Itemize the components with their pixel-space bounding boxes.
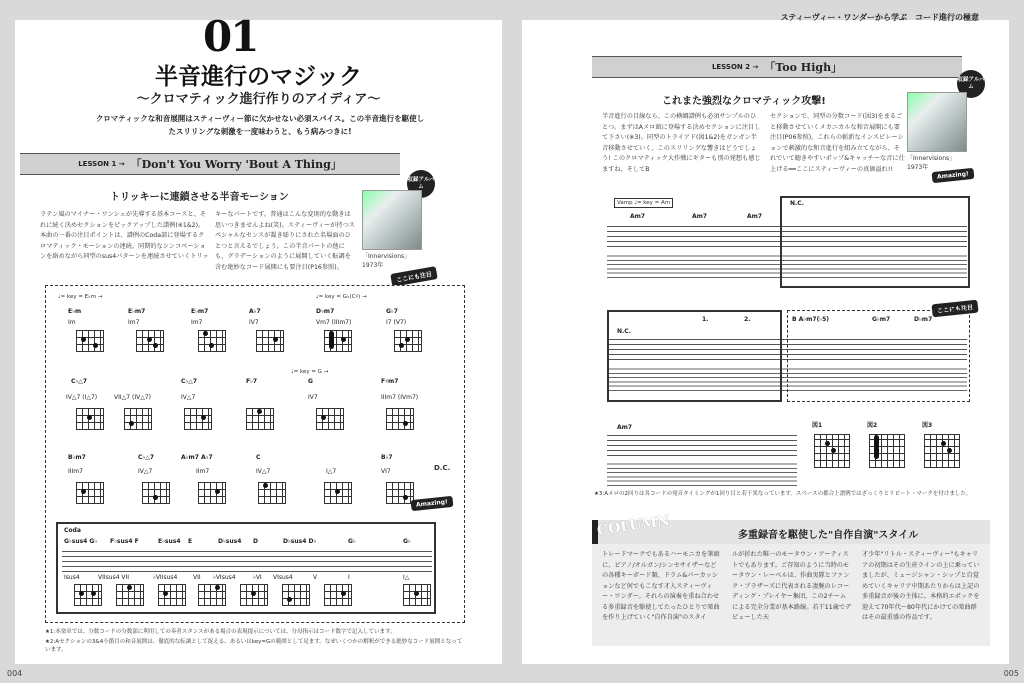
- roman-numeral: I7 (V7): [386, 319, 407, 326]
- roman-numeral: IIIm7: [68, 468, 83, 475]
- chord-diagram: [184, 408, 212, 430]
- body-text-1: 半音進行の目線なら、この横綱譜例も必須サンプルのひとつ。まずはAメロ頭に登場する決めセクションに注目して下さい(※3)。同型のトライアド(図1&2)をガンガン半音移動させていく、このスリリングな響きはどうでしょう! このクロマティック大作戦にギターも別の発想も感じますね、そしてB: [602, 113, 761, 173]
- chord: N.C.: [617, 328, 631, 335]
- right-page: [522, 13, 1019, 678]
- chord: E♭sus4: [158, 538, 181, 545]
- body-text-2: セクションで、同型の分数コード(図3)をまるごと移動させていくメカニカルな和音展開にも要注目(P06参照)。これらの斬新なインスピレーションで刺激的な和音進行を組み立てながら、それでいて聴きやすいポップ&キャッチーな音に仕上げる━━ここにスティーヴィーの真価溢れ!!: [770, 113, 905, 173]
- chord-diagram: [74, 584, 102, 606]
- chord: Am7: [692, 213, 708, 220]
- chord: D: [253, 538, 258, 545]
- chord-diagram: [246, 408, 274, 430]
- chord: C: [256, 454, 261, 461]
- chord: 1.: [702, 316, 709, 323]
- staff: [62, 550, 432, 572]
- chord-diagram: [240, 584, 268, 606]
- chord-diagram: [142, 482, 170, 504]
- page-title: 半音進行のマジック: [155, 64, 362, 90]
- chord-diagram: [76, 482, 104, 504]
- lesson-bar: [592, 56, 962, 78]
- chord: D♭m7: [316, 308, 335, 315]
- fret-diagram-2: [869, 434, 905, 468]
- highlight-box: [787, 310, 970, 402]
- running-head: スティーヴィー・ワンダーから学ぶ コード進行の極意: [780, 13, 979, 22]
- roman-numeral: VIsus4: [273, 574, 293, 581]
- chord: D♭sus4: [218, 538, 242, 545]
- chord: G♭: [348, 538, 356, 545]
- key-marking-3: ♩= key = G →: [291, 369, 329, 375]
- column-title: 多重録音を駆使した"自作自演"スタイル: [738, 530, 919, 541]
- roman-numeral: IV△7: [256, 468, 271, 475]
- chord-diagram: [324, 330, 352, 352]
- chord: C♭△7: [181, 378, 198, 385]
- tab-staff: [607, 460, 797, 486]
- chord: F♭sus4 F: [110, 538, 139, 545]
- chord: G: [308, 378, 313, 385]
- roman-numeral: I△: [403, 574, 410, 581]
- chord-diagram: [394, 330, 422, 352]
- chord-diagram: [158, 584, 186, 606]
- roman-numeral: IIm7: [196, 468, 210, 475]
- chord-diagram: [256, 330, 284, 352]
- chord: G♭: [403, 538, 411, 545]
- chord-diagram: [324, 584, 352, 606]
- column-label: COLUMN: [596, 513, 671, 539]
- chord-diagram: [76, 408, 104, 430]
- chord: A♭m7 A♭7: [181, 454, 213, 461]
- tag-here: ここにも注目: [390, 266, 438, 287]
- fret-diagram-3: [924, 434, 960, 468]
- chord: F♯m7: [381, 378, 399, 385]
- chord: B♭m7: [68, 454, 86, 461]
- lesson-label: LESSON 1 →: [78, 160, 125, 168]
- roman-numeral: ♭VIsus4: [213, 574, 236, 581]
- repeat-box: [607, 310, 782, 402]
- chord-diagram: [198, 330, 226, 352]
- roman-numeral: Isus4: [64, 574, 80, 581]
- chord-diagram: [76, 330, 104, 352]
- roman-numeral: Im: [68, 319, 76, 326]
- album-badge: 収録アルバム: [407, 170, 435, 198]
- lesson-bar: [20, 153, 400, 175]
- key-marking-1: ♩= key = E♭m →: [58, 294, 103, 300]
- chord-diagram: [198, 584, 226, 606]
- chord-diagram: [116, 584, 144, 606]
- roman-numeral: ♭VIIsus4: [153, 574, 178, 581]
- page-subtitle: 〜クロマティック進行作りのアイディア〜: [136, 92, 381, 107]
- chord-diagram: [386, 482, 414, 504]
- footnote-1: ★1:本楽章では、分数コードの分数部に利用しての奏者スタンスがある場合の表現提示については、分母指示はコード数字で記入しています。: [45, 629, 396, 635]
- roman-numeral: Im7: [128, 319, 140, 326]
- fret-diagram-1: [814, 434, 850, 468]
- chord: G♭7: [386, 308, 398, 315]
- staff: [607, 434, 797, 456]
- chord-diagram: [403, 584, 431, 606]
- column-text-2: ルが折れた唯一のモータウン・アーティストでもあります。ご存知のように当時のモータウン・レーベルは、作曲実隊とファンク・ブラザーズに代表される凄腕のレコーディング・プレイヤー集団、この2チームによる完全分業が基本路線。若干11歳でデビューした天: [732, 551, 852, 621]
- section-heading: これまた強烈なクロマティック攻撃!: [662, 96, 826, 107]
- chord: N.C.: [790, 200, 804, 207]
- roman-numeral: VII: [193, 574, 201, 581]
- chord: F♭7: [246, 378, 258, 385]
- chord: C♭△7: [138, 454, 155, 461]
- roman-numeral: VII△7 (IV△7): [114, 394, 151, 401]
- roman-numeral: IV△7 (I△7): [66, 394, 98, 401]
- column-box: [592, 544, 990, 646]
- chord: D♭m7: [914, 316, 933, 323]
- album-caption: 「Innervisions」 1973年: [362, 253, 411, 269]
- chord-diagram: [124, 408, 152, 430]
- chord: G♭sus4 G♭: [64, 538, 98, 545]
- roman-numeral: VIIsus4 VII: [98, 574, 130, 581]
- chord-diagram: [136, 330, 164, 352]
- figure-label: 図3: [922, 422, 933, 429]
- body-text-2: キーなパートです。普通はこんな変則的な動きは思いつきませんよね(笑)。スティーヴィーが持つスペシャルなセンスが凝き彫りにされた名場面のひとつと言えるでしょう。この半音パートの他にも、グラデーションのように展開していく転調を含む絶妙なコード展開にも要注目(P16参照)。: [215, 211, 355, 271]
- coda-box: [56, 522, 436, 614]
- roman-numeral: Im7: [191, 319, 203, 326]
- album-cover: [907, 92, 967, 152]
- chord: E♭m: [68, 308, 82, 315]
- roman-numeral: Vm7 (IIIm7): [316, 319, 352, 326]
- lead-text: クロマティックな和音展開はスティーヴィー節に欠かせない必須スパイス。この半音進行を駆使したスリリングな刺激を一度味わうと、もう病みつきに!: [95, 114, 425, 136]
- chord: E♭m7: [128, 308, 146, 315]
- chord-chart-1: [45, 285, 465, 623]
- chord-diagram: [282, 584, 310, 606]
- roman-numeral: I: [348, 574, 350, 581]
- page-number-right: 005: [1003, 669, 1019, 678]
- key-marking-2: ♩= key = G♭(C♯) →: [316, 294, 367, 300]
- chord: G♭m7: [872, 316, 891, 323]
- chord: E: [188, 538, 193, 545]
- chord: Am7: [617, 424, 633, 431]
- footnote-3: ★3:Aメロの2回りは各コードの発音タイミングが1回り目と若干異なっています。スペースの都合上譜例ではざっくりとリピート・マークを付けました。: [594, 491, 972, 497]
- roman-numeral: ♭VI: [253, 574, 262, 581]
- body-text-1: ラテン風のマイナー・ワンシェが先導する基本コースと、それに続く決めセクションをピックアップした譜例(※1&2)。本曲の一番の注目ポイントは、譜例のCoda部に登場するクロマティック・モーションの連続。同期的なシンコペーションを絡めながら同型のsus4パターンを連続させていくトリッ: [40, 211, 209, 260]
- roman-numeral: V: [313, 574, 318, 581]
- tag-amazing: Amazing!: [932, 168, 975, 183]
- column-text-1: トレードマークでもあるハーモニカを筆頭に、ピアノ/オルガン/シンセサイザーなどの各種キーボード類、ドラム&パーカッションなど何でもこなす才人スティーヴィー・ワンダー。それらの演奏を重ね合わせる多重録音を駆使してたったひとりで楽曲を作り上げていく"自作自演"のスタイ: [602, 551, 720, 621]
- chord-diagram: [386, 408, 414, 430]
- repeat-box: [780, 196, 970, 288]
- chord-diagram: [198, 482, 226, 504]
- chord-diagram: [324, 482, 352, 504]
- tag-here: ここにも注目: [931, 300, 978, 318]
- lesson-label: LESSON 2 →: [711, 63, 759, 71]
- album-badge: 収録アルバム: [957, 70, 985, 98]
- coda-label: Coda: [64, 527, 81, 534]
- chord: E♭m7: [191, 308, 209, 315]
- chord-diagram: [258, 482, 286, 504]
- album-caption: 「Innervisions」 1973年: [907, 155, 956, 171]
- roman-numeral: IV△7: [138, 468, 153, 475]
- chord: D♭sus4 D♭: [283, 538, 317, 545]
- chord: C♭△7: [71, 378, 88, 385]
- roman-numeral: I△7: [326, 468, 337, 475]
- footnote-2: ★2:Aセクションの3&4小節目の和音展開は、徹底的な転調として捉える、あるいはkey=Gの範囲として見ます。なぜいくつかの解釈ができる絶妙なコード展開となっています。: [45, 639, 463, 653]
- chord-diagram: [316, 408, 344, 430]
- left-page: [7, 12, 502, 678]
- chord: A♭7: [249, 308, 261, 315]
- roman-numeral: IIIm7 (IVm7): [381, 394, 419, 401]
- chord: B♭7: [381, 454, 393, 461]
- song-title: 「Don't You Worry 'Bout A Thing」: [130, 158, 342, 171]
- figure-label: 図2: [867, 422, 878, 429]
- dc-marking: D.C.: [434, 464, 451, 472]
- album-cover: [362, 190, 422, 250]
- roman-numeral: IV△7: [181, 394, 196, 401]
- chord: Am7: [747, 213, 763, 220]
- roman-numeral: VI7: [381, 468, 391, 475]
- figure-label: 図1: [812, 422, 823, 429]
- column-text-3: 才少年"リトル・スティーヴィー"もキャリアの初期はその生産ラインの上に乗っていましたが、ミュージシャン・シップと自覚めていくキャリア中期あたりからは上記の多重録音が後の主体に。本格的エポックを迎えて70年代〜80年代にかけての楽曲群はその最重盛の作品です。: [862, 551, 980, 621]
- roman-numeral: IV7: [249, 319, 259, 326]
- roman-numeral: IV7: [308, 394, 318, 401]
- vamp-marking: Vamp ♩= key = Am: [614, 198, 673, 208]
- chord: B A♭m7(♭5): [792, 316, 830, 323]
- song-title: 「Too High」: [764, 61, 843, 74]
- page-number-left: 004: [7, 669, 23, 678]
- section-heading: トリッキーに連鎖させる半音モーション: [110, 192, 289, 203]
- tag-amazing: Amazing!: [411, 496, 454, 511]
- chord: Am7: [630, 213, 646, 220]
- chapter-number: 01: [203, 12, 258, 61]
- chord: 2.: [744, 316, 751, 323]
